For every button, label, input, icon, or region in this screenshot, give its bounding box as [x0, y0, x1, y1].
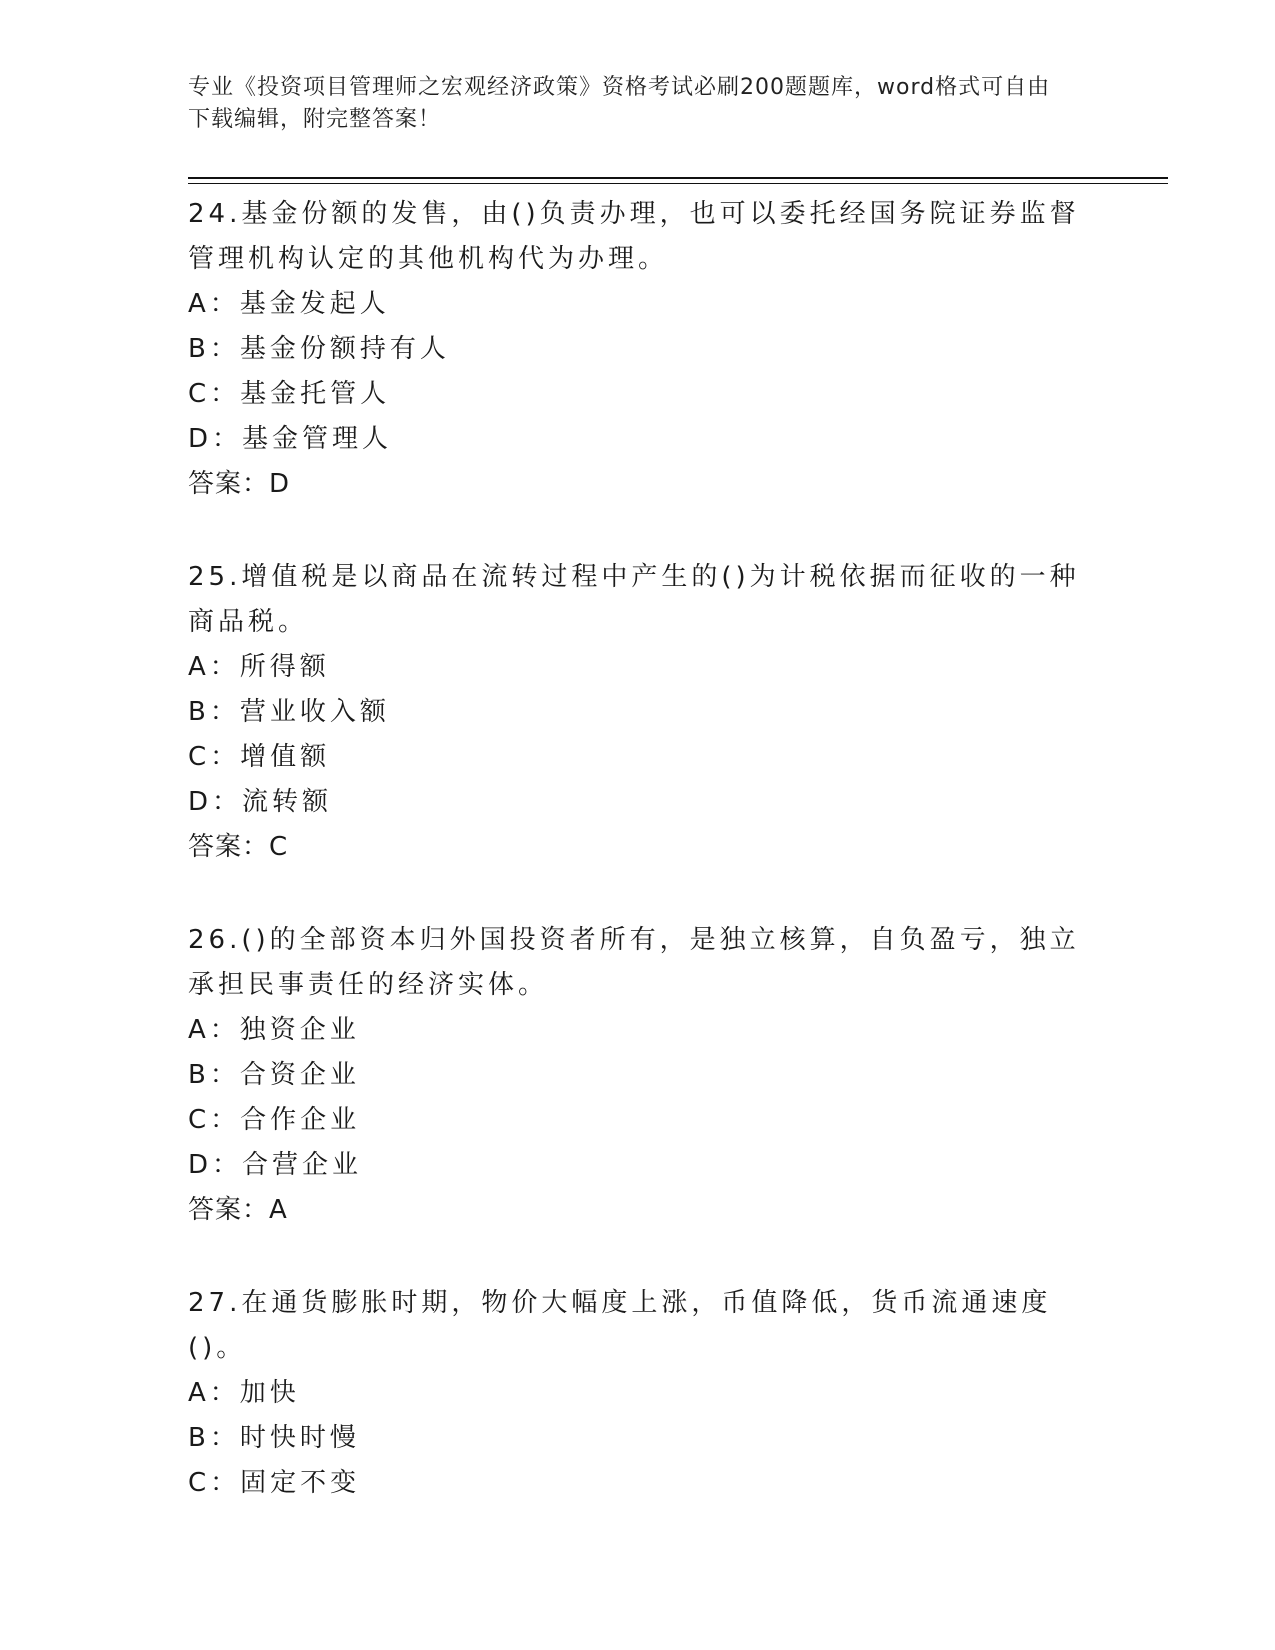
answer-line: 答案：D: [188, 469, 291, 499]
question-stem: 26.()的全部资本归外国投资者所有，是独立核算，自负盈亏，独立承担民事责任的经济实体。: [188, 925, 1080, 1000]
question-24: [188, 192, 1088, 507]
option-b: B：基金份额持有人: [188, 334, 450, 364]
question-25: [188, 555, 1088, 870]
option-d: D：流转额: [188, 787, 333, 817]
option-d: D：合营企业: [188, 1150, 363, 1180]
option-a: A：独资企业: [188, 1015, 360, 1045]
question-27: [188, 1281, 1088, 1506]
option-c: C：基金托管人: [188, 379, 391, 409]
option-a: A：基金发起人: [188, 289, 390, 319]
option-a: A：加快: [188, 1378, 300, 1408]
question-stem: 25.增值税是以商品在流转过程中产生的()为计税依据而征收的一种商品税。: [188, 562, 1080, 637]
header-divider-thin: [188, 183, 1168, 184]
question-stem: 24.基金份额的发售，由()负责办理，也可以委托经国务院证券监督管理机构认定的其他机构代为办理。: [188, 199, 1080, 274]
header-divider-thick: [188, 177, 1168, 179]
question-list: [188, 192, 1088, 1554]
option-b: B：合资企业: [188, 1060, 360, 1090]
question-26: [188, 918, 1088, 1233]
question-stem: 27.在通货膨胀时期，物价大幅度上涨，币值降低，货币流通速度()。: [188, 1288, 1052, 1363]
option-b: B：营业收入额: [188, 697, 390, 727]
answer-line: 答案：A: [188, 1195, 288, 1225]
option-c: C：增值额: [188, 742, 331, 772]
option-b: B：时快时慢: [188, 1423, 360, 1453]
option-d: D：基金管理人: [188, 424, 393, 454]
option-c: C：合作企业: [188, 1105, 361, 1135]
answer-line: 答案：C: [188, 832, 289, 862]
document-intro: 专业《投资项目管理师之宏观经济政策》资格考试必刷200题题库，word格式可自由下载编辑，附完整答案！: [188, 75, 1051, 132]
option-a: A：所得额: [188, 652, 330, 682]
option-c: C：固定不变: [188, 1468, 361, 1498]
